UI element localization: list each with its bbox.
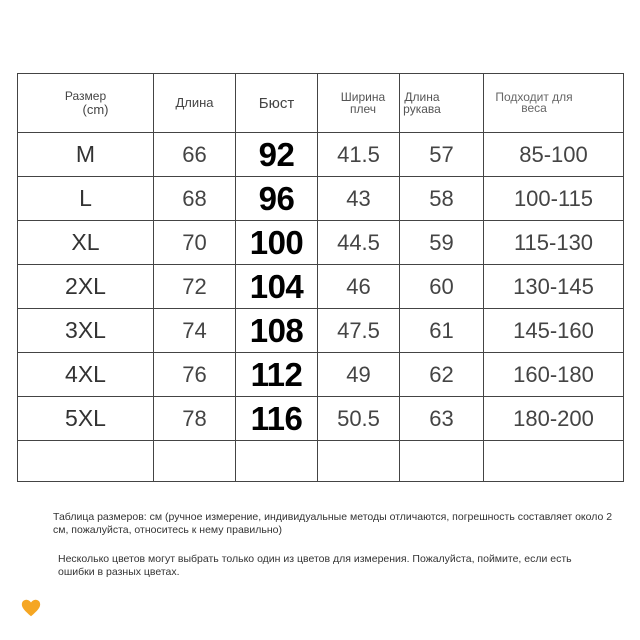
shoulder-cell: 43 [318, 177, 400, 221]
shoulder-cell: 47.5 [318, 309, 400, 353]
empty-cell [318, 441, 400, 482]
length-cell: 72 [154, 265, 236, 309]
weight-cell: 115-130 [484, 221, 624, 265]
bust-cell: 112 [236, 353, 318, 397]
heart-icon [20, 597, 42, 619]
length-cell: 76 [154, 353, 236, 397]
weight-cell: 160-180 [484, 353, 624, 397]
table-header-row [18, 74, 624, 133]
sleeve-cell: 61 [400, 309, 484, 353]
header-length: Длина [154, 74, 236, 133]
weight-cell: 180-200 [484, 397, 624, 441]
table-row [18, 309, 624, 353]
header-shoulder-label: Ширина плеч [340, 90, 386, 116]
shoulder-cell: 49 [318, 353, 400, 397]
sleeve-cell: 58 [400, 177, 484, 221]
table-row [18, 133, 624, 177]
size-cell: L [18, 177, 154, 221]
table-row [18, 397, 624, 441]
table-row [18, 177, 624, 221]
size-cell: 2XL [18, 265, 154, 309]
sleeve-cell: 62 [400, 353, 484, 397]
size-cell: M [18, 133, 154, 177]
length-cell: 70 [154, 221, 236, 265]
header-sleeve [400, 74, 484, 133]
header-size-unit: (cm) [82, 102, 109, 117]
shoulder-cell: 44.5 [318, 221, 400, 265]
length-cell: 68 [154, 177, 236, 221]
sleeve-cell: 63 [400, 397, 484, 441]
empty-cell [236, 441, 318, 482]
color-note: Несколько цветов могут выбрать только один из цветов для измерения. Пожалуйста, поймите, если есть ошибки в разных цветах. [58, 553, 572, 578]
sleeve-cell: 59 [400, 221, 484, 265]
empty-cell [400, 441, 484, 482]
bust-cell: 96 [236, 177, 318, 221]
size-cell: 4XL [18, 353, 154, 397]
shoulder-cell: 41.5 [318, 133, 400, 177]
table-row [18, 265, 624, 309]
length-cell: 78 [154, 397, 236, 441]
weight-cell: 145-160 [484, 309, 624, 353]
length-cell: 66 [154, 133, 236, 177]
empty-cell [154, 441, 236, 482]
empty-cell [484, 441, 624, 482]
size-chart-note: Таблица размеров: см (ручное измерение, индивидуальные методы отличаются, погрешность составляет около 2 см, пожалуйста, относитесь к нему правильно) [53, 511, 613, 536]
size-cell: XL [18, 221, 154, 265]
header-weight [484, 74, 624, 133]
table-row [18, 221, 624, 265]
length-cell: 74 [154, 309, 236, 353]
empty-row [18, 441, 624, 482]
bust-cell: 116 [236, 397, 318, 441]
table-row [18, 353, 624, 397]
header-shoulder [318, 74, 400, 133]
size-cell: 5XL [18, 397, 154, 441]
shoulder-cell: 46 [318, 265, 400, 309]
size-cell: 3XL [18, 309, 154, 353]
weight-cell: 130-145 [484, 265, 624, 309]
header-bust: Бюст [236, 74, 318, 133]
weight-cell: 85-100 [484, 133, 624, 177]
bust-cell: 92 [236, 133, 318, 177]
size-chart-table [17, 73, 624, 482]
header-sleeve-label: Длина рукава [403, 90, 441, 116]
bust-cell: 100 [236, 221, 318, 265]
header-size [18, 74, 154, 133]
sleeve-cell: 57 [400, 133, 484, 177]
sleeve-cell: 60 [400, 265, 484, 309]
shoulder-cell: 50.5 [318, 397, 400, 441]
header-weight-label: Подходит для веса [495, 90, 573, 115]
empty-cell [18, 441, 154, 482]
bust-cell: 108 [236, 309, 318, 353]
weight-cell: 100-115 [484, 177, 624, 221]
header-size-label: Размер [64, 89, 107, 103]
bust-cell: 104 [236, 265, 318, 309]
